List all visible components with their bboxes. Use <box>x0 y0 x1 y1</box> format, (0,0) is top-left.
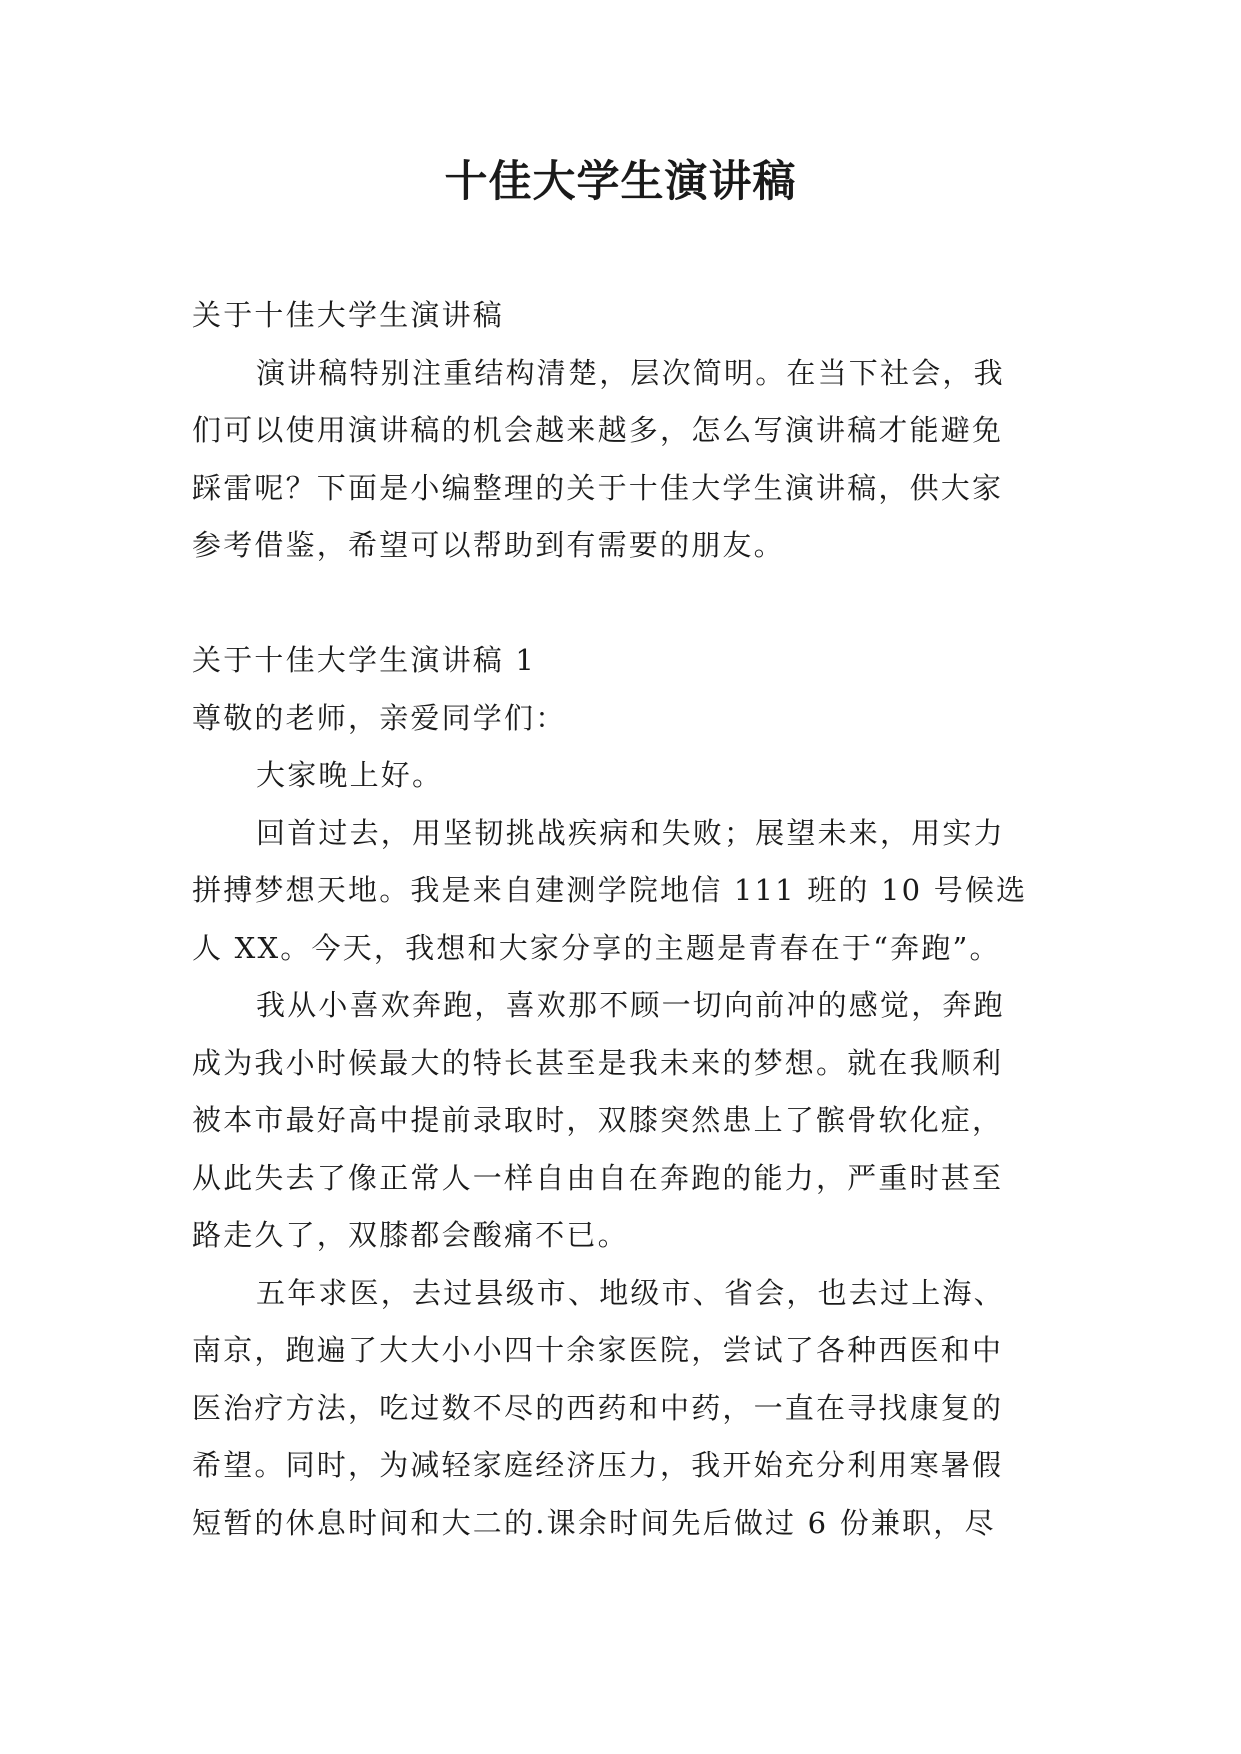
section-spacer <box>192 575 1048 633</box>
paragraph-line: 五年求医，去过县级市、地级市、省会，也去过上海、 <box>256 1275 1005 1310</box>
paragraph-line: 南京，跑遍了大大小小四十余家医院，尝试了各种西医和中 <box>192 1333 1004 1367</box>
intro-line: 踩雷呢？下面是小编整理的关于十佳大学生演讲稿，供大家 <box>192 470 1004 505</box>
paragraph-line: 从此失去了像正常人一样自由自在奔跑的能力，严重时甚至 <box>192 1160 1004 1195</box>
salutation: 尊敬的老师，亲爱同学们： <box>192 700 567 735</box>
paragraph-line: 被本市最好高中提前录取时，双膝突然患上了髌骨软化症， <box>192 1103 1004 1137</box>
paragraph-line: 我从小喜欢奔跑，喜欢那不顾一切向前冲的感觉，奔跑 <box>256 988 1005 1022</box>
intro-line: 们可以使用演讲稿的机会越来越多，怎么写演讲稿才能避免 <box>192 413 1004 447</box>
speech-heading: 关于十佳大学生演讲稿 1 <box>192 643 537 677</box>
paragraph-line: 人 XX。今天，我想和大家分享的主题是青春在于“奔跑”。 <box>192 930 1001 965</box>
paragraph-line: 回首过去，用坚韧挑战疾病和失败；展望未来，用实力 <box>256 815 1005 850</box>
intro-line: 演讲稿特别注重结构清楚，层次简明。在当下社会，我 <box>256 355 1005 390</box>
greeting: 大家晚上好。 <box>256 758 444 792</box>
intro-heading: 关于十佳大学生演讲稿 <box>192 298 505 332</box>
document-title: 十佳大学生演讲稿 <box>444 157 797 207</box>
paragraph-line: 短暂的休息时间和大二的.课余时间先后做过 6 份兼职，尽 <box>192 1505 996 1540</box>
paragraph-line: 路走久了，双膝都会酸痛不已。 <box>192 1218 629 1252</box>
paragraph-line: 希望。同时，为减轻家庭经济压力，我开始充分利用寒暑假 <box>192 1448 1004 1482</box>
paragraph-line: 医治疗方法，吃过数不尽的西药和中药，一直在寻找康复的 <box>192 1390 1004 1425</box>
paragraph-line: 成为我小时候最大的特长甚至是我未来的梦想。就在我顺利 <box>192 1045 1004 1080</box>
paragraph-line: 拼搏梦想天地。我是来自建测学院地信 111 班的 10 号候选 <box>192 873 1028 907</box>
intro-line: 参考借鉴，希望可以帮助到有需要的朋友。 <box>192 528 785 562</box>
document-body <box>192 287 1048 1552</box>
